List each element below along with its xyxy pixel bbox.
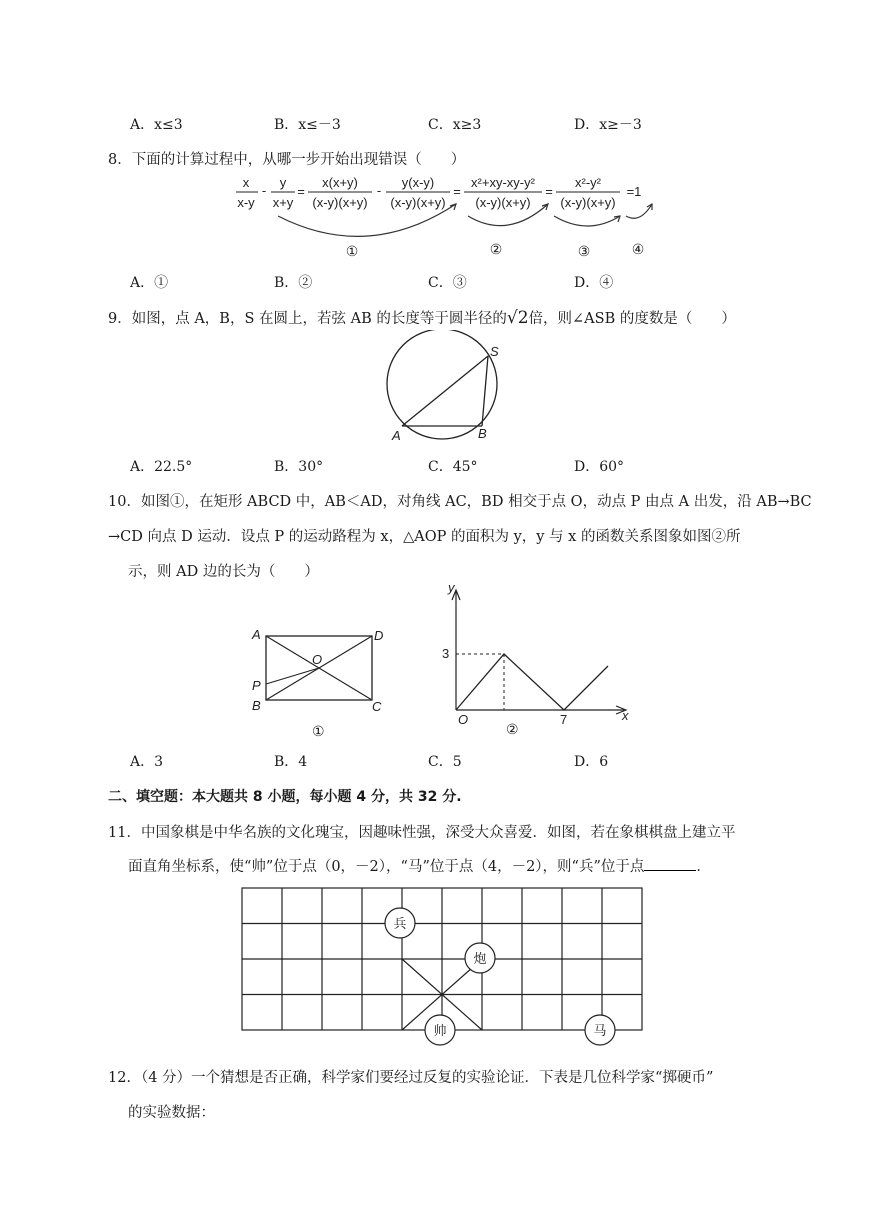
svg-text:马: 马 xyxy=(593,1023,607,1038)
axis-x-label: x xyxy=(622,708,629,723)
q11-line2-end: ． xyxy=(696,859,711,875)
eq3: = xyxy=(545,184,553,199)
tick-3: 3 xyxy=(442,646,450,661)
option-d: D．④ xyxy=(574,275,614,291)
t4-den: (x-y)(x+y) xyxy=(390,195,446,210)
svg-text:兵: 兵 xyxy=(393,916,407,931)
option-c: C．x≥3 xyxy=(428,117,482,133)
q9-stem-a: 9．如图，点 A，B，S 在圆上，若弦 AB 的长度等于圆半径的 xyxy=(108,311,507,327)
t1-num: x xyxy=(242,175,250,190)
option-d: D．x≥－3 xyxy=(574,117,642,133)
answer-blank xyxy=(644,856,696,871)
step4-label: ④ xyxy=(631,241,645,257)
option-d: D．6 xyxy=(574,754,609,770)
t2-den: x+y xyxy=(272,195,294,210)
q9-circle-figure xyxy=(380,330,510,446)
piece-ma xyxy=(585,1015,615,1045)
t1-den: x-y xyxy=(237,195,255,210)
step3-label: ③ xyxy=(577,243,591,259)
piece-pao xyxy=(465,943,495,973)
q8-formula-figure xyxy=(228,170,668,262)
q10-line1: 10．如图①，在矩形 ABCD 中，AB＜AD，对角线 AC，BD 相交于点 O，动点 P 由点 A 出发，沿 AB→BC xyxy=(108,494,812,510)
t5-num: x²+xy-xy-y² xyxy=(471,175,535,190)
origin-label: O xyxy=(458,712,469,727)
step1-label: ① xyxy=(345,243,359,259)
t3-num: x(x+y) xyxy=(322,175,358,190)
q8-stem: 8．下面的计算过程中，从哪一步开始出现错误（ ） xyxy=(108,152,466,168)
q10-rectangle-figure xyxy=(250,622,390,744)
figure1-caption: ① xyxy=(312,723,325,739)
label-c: C xyxy=(372,699,382,714)
svg-text:炮: 炮 xyxy=(473,951,487,966)
eq4: =1 xyxy=(626,184,642,199)
step2-label: ② xyxy=(489,241,503,257)
label-d: D xyxy=(374,628,384,643)
t6-den: (x-y)(x+y) xyxy=(560,195,616,210)
piece-shuai xyxy=(425,1015,455,1045)
q10-line2: →CD 向点 D 运动．设点 P 的运动路程为 x，△AOP 的面积为 y，y 与 x 的函数关系图象如图②所 xyxy=(108,529,741,545)
figure2-caption: ② xyxy=(506,721,519,737)
option-a: A．x≤3 xyxy=(130,117,183,133)
q10-graph-figure xyxy=(432,580,642,742)
label-o: O xyxy=(312,652,323,667)
q12-line2: 的实验数据： xyxy=(128,1105,215,1121)
sqrt-two: √2 xyxy=(506,308,529,328)
t6-num: x²-y² xyxy=(575,175,601,190)
function-graph xyxy=(456,654,608,710)
option-a: A．3 xyxy=(130,754,164,770)
option-a: A．① xyxy=(130,275,169,291)
section-heading: 二、填空题：本大题共 8 小题，每小题 4 分，共 32 分. xyxy=(108,789,462,805)
option-b: B．4 xyxy=(274,754,308,770)
option-d: D．60° xyxy=(574,459,625,475)
label-a: A xyxy=(392,428,401,443)
label-s: S xyxy=(490,344,499,359)
minus2: - xyxy=(376,183,382,198)
eq2: = xyxy=(453,184,461,199)
svg-text:帅: 帅 xyxy=(433,1023,447,1038)
t3-den: (x-y)(x+y) xyxy=(312,195,368,210)
label-p: P xyxy=(252,678,261,693)
option-b: B．② xyxy=(274,275,313,291)
label-b: B xyxy=(252,698,261,713)
option-c: C．45° xyxy=(428,459,478,475)
chess-board-figure xyxy=(240,886,646,1052)
q11-line1: 11．中国象棋是中华名族的文化瑰宝，因趣味性强，深受大众喜爱．如图，若在象棋棋盘上建立平 xyxy=(108,825,736,841)
q9-stem-b: 倍，则∠ASB 的度数是（ ） xyxy=(528,311,736,327)
q11-line2 xyxy=(128,855,711,876)
label-b: B xyxy=(478,426,487,441)
q10-line3: 示，则 AD 边的长为（ ） xyxy=(128,564,319,580)
option-c: C．5 xyxy=(428,754,462,770)
tick-7: 7 xyxy=(560,712,568,727)
q11-line2-text: 面直角坐标系，使“帅”位于点（0，－2），“马”位于点（4，－2），则“兵”位于点 xyxy=(128,859,645,875)
t5-den: (x-y)(x+y) xyxy=(475,195,531,210)
piece-bing xyxy=(385,908,415,938)
option-b: B．x≤－3 xyxy=(274,117,341,133)
option-b: B．30° xyxy=(274,459,324,475)
eq1: = xyxy=(297,184,305,199)
option-c: C．③ xyxy=(428,275,467,291)
t4-num: y(x-y) xyxy=(401,175,435,190)
q9-stem xyxy=(108,307,736,328)
t2-num: y xyxy=(279,175,287,190)
step3-arrow xyxy=(554,216,620,226)
axis-y-label: y xyxy=(448,580,455,595)
label-a: A xyxy=(252,627,261,642)
q12-line1: 12．（4 分）一个猜想是否正确，科学家们要经过反复的实验论证．下表是几位科学家“掷硬币” xyxy=(108,1070,714,1086)
minus1: - xyxy=(261,183,267,198)
option-a: A．22.5° xyxy=(130,459,193,475)
